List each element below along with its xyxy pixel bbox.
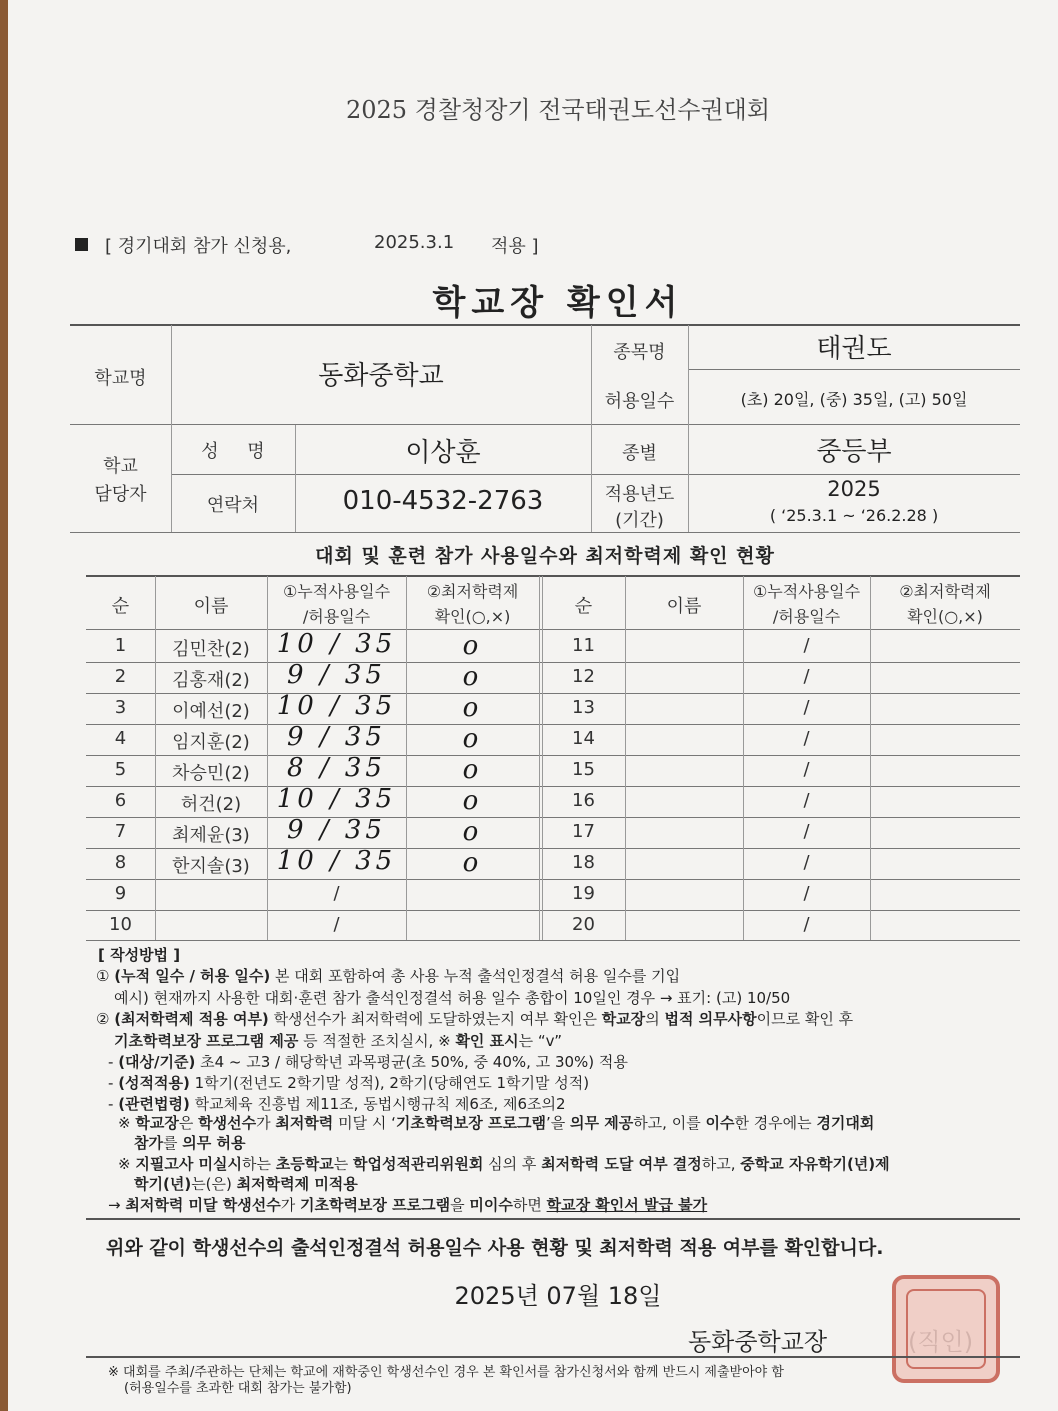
row-number: 1 [114,635,127,656]
note-principal: ※ 학교장은 학생선수가 최저학력 미달 시 ‘기초학력보장 프로그램’을 의무 제공하고, 이를 이수한 경우에는 경기대회 [118,1114,875,1132]
days-used: / [803,728,810,749]
contact-label: 학교 [103,456,138,477]
event-title: 2025 경찰청장기 전국태권도선수권대회 [345,96,771,124]
row-number: 4 [114,728,127,749]
note-exam-2: 학기(년)는(은) 최저학력제 미적용 [134,1175,358,1193]
min-grade-check: o [462,848,483,878]
row-number: 20 [572,914,595,935]
note-target: - (대상/기준) 초4 ~ 고3 / 해당학년 과목평균(초 50%, 중 40%, 고 30%) 적용 [108,1053,628,1071]
header-min-2: 확인(○,×) [434,607,511,626]
rule [70,424,1020,425]
days-used: / [803,635,810,656]
header-no: 순 [111,596,130,617]
rule [86,848,1020,849]
rule [86,940,1020,941]
issue-date: 2025년 07월 18일 [454,1282,662,1310]
rule [70,532,1020,533]
row-number: 17 [572,821,595,842]
rule [86,1356,1020,1358]
days-used: 9 / 35 [287,815,386,845]
rule [688,369,1020,370]
subtitle-date: 2025.3.1 [374,232,455,253]
header-days-right: ①누적사용일수 [752,582,861,601]
row-number: 6 [114,790,127,811]
row-number: 10 [109,914,132,935]
contact-label-2: 담당자 [94,484,147,505]
header-days: ①누적사용일수 [282,582,391,601]
allowed-days-value: (초) 20일, (중) 35일, (고) 50일 [740,390,968,409]
rule [86,879,1020,880]
days-used: / [803,914,810,935]
days-used: / [803,821,810,842]
row-number: 13 [572,697,595,718]
days-used: / [803,666,810,687]
rule [86,786,1020,787]
rule [86,724,1020,725]
days-used: / [803,883,810,904]
row-number: 3 [114,697,127,718]
footnote: ※ 대회를 주최/주관하는 단체는 학교에 재학중인 학생선수인 경우 본 확인서를 참가신청서와 함께 반드시 제출받아야 함 [108,1365,784,1380]
note-2: ② (최저학력제 적용 여부) 학생선수가 최저학력에 도달하였는지 여부 확인은 학교장의 법적 의무사항이므로 확인 후 [96,1010,854,1028]
days-used: / [803,852,810,873]
phone-label: 연락처 [206,495,260,516]
sport-label: 종목명 [613,342,666,363]
student-name: 허건(2) [180,794,242,815]
rule [86,662,1020,663]
row-number: 18 [572,852,595,873]
min-grade-check: o [462,755,483,785]
principal-name: 동화중학교장 [688,1328,828,1356]
min-grade-check: o [462,662,483,692]
header-min-right-2: 확인(○,×) [907,607,983,626]
rule [155,576,156,940]
row-number: 5 [114,759,127,780]
rule [86,755,1020,756]
min-grade-check: o [462,724,483,754]
notes-heading: [ 작성방법 ] [98,946,181,964]
official-seal-icon [892,1275,1000,1383]
contact-name: 이상훈 [405,438,481,468]
row-number: 19 [572,883,595,904]
header-name: 이름 [193,596,229,617]
row-number: 16 [572,790,595,811]
year-value: 2025 [827,477,881,501]
days-used: 9 / 35 [287,660,386,690]
header-days-2: /허용일수 [302,607,371,626]
days-used: 10 / 35 [276,691,397,721]
student-name: 차승민(2) [172,763,250,784]
min-grade-check: o [462,693,483,723]
student-name: 임지훈(2) [172,732,250,753]
student-name: 최제윤(3) [172,825,250,846]
header-no-right: 순 [574,596,593,617]
note-law: - (관련법령) 학교체육 진흥법 제11조, 동법시행규칙 제6조, 제6조의2 [108,1095,566,1113]
days-used: 10 / 35 [276,846,397,876]
student-name: 김민찬(2) [172,639,250,660]
student-name: 한지솔(3) [172,856,250,877]
days-used: / [803,697,810,718]
rule [870,576,871,940]
note-1-example: 예시) 현재까지 사용한 대회·훈련 참가 출석인정결석 허용 일수 총합이 10일인 경우 → 표기: (고) 10/50 [114,989,791,1007]
rule [70,324,1020,326]
min-grade-check: o [462,786,483,816]
rule [625,576,626,940]
year-label: 적용년도 [604,484,675,505]
note-principal-2: 참가를 의무 허용 [134,1134,246,1152]
name-label: 성 명 [201,441,265,462]
row-number: 14 [572,728,595,749]
school-label: 학교명 [94,368,147,389]
days-used: / [803,790,810,811]
note-grades: - (성적적용) 1학기(전년도 2학기말 성적), 2학기(당해연도 1학기말 성적) [108,1074,590,1092]
min-grade-check: o [462,631,483,661]
note-exam: ※ 지필고사 미실시하는 초등학교는 학업성적관리위원회 심의 후 최저학력 도달 여부 결정하고, 중학교 자유학기(년)제 [118,1155,890,1173]
rule [86,910,1020,911]
rule [171,474,1020,475]
header-days-right-2: /허용일수 [772,607,841,626]
header-name-right: 이름 [666,596,702,617]
row-number: 12 [572,666,595,687]
days-used: 10 / 35 [276,784,397,814]
note-2-line-2: 기초학력보장 프로그램 제공 등 적절한 조치실시, ※ 확인 표시는 “v” [114,1032,563,1050]
days-used: 10 / 35 [276,629,397,659]
year-label-2: (기간) [615,510,664,531]
row-number: 11 [572,635,595,656]
rule [86,575,1020,577]
min-grade-check: o [462,817,483,847]
days-used: / [333,914,340,935]
note-result: → 최저학력 미달 학생선수가 기초학력보장 프로그램을 미이수하면 학교장 확인서 발급 불가 [108,1196,708,1214]
year-period: ( ‘25.3.1 ~ ‘26.2.28 ) [769,506,939,525]
row-number: 7 [114,821,127,842]
row-number: 2 [114,666,127,687]
subtitle-bracket: [ 경기대회 참가 신청용, [105,236,292,257]
row-number: 15 [572,759,595,780]
rule [86,817,1020,818]
rule [86,693,1020,694]
days-used: 8 / 35 [287,753,386,783]
header-min: ②최저학력제 [426,582,519,601]
phone-value: 010-4532-2763 [342,486,544,516]
days-used: 9 / 35 [287,722,386,752]
sport-value: 태권도 [816,334,892,364]
rule [539,576,540,940]
document-page [8,0,1058,1411]
row-number: 8 [114,852,127,873]
days-used: / [333,883,340,904]
rule [86,629,1020,630]
subtitle-suffix: 적용 ] [491,236,539,257]
document-title: 학교장 확인서 [432,283,684,323]
status-title: 대회 및 훈련 참가 사용일수와 최저학력제 확인 현황 [315,545,775,567]
allowed-days-label: 허용일수 [604,391,675,412]
school-name: 동화중학교 [318,361,444,391]
confirm-statement: 위와 같이 학생선수의 출석인정결석 허용일수 사용 현황 및 최저학력 적용 여부를 확인합니다. [106,1237,884,1259]
student-name: 김홍재(2) [172,670,250,691]
footnote-2: (허용일수를 초과한 대회 참가는 불가함) [124,1381,352,1396]
row-number: 9 [114,883,127,904]
division-value: 중등부 [816,437,892,467]
bullet-square-icon [75,238,88,251]
note-1: ① (누적 일수 / 허용 일수) 본 대회 포함하여 총 사용 누적 출석인정결석 허용 일수를 기입 [96,967,681,985]
days-used: / [803,759,810,780]
student-name: 이예선(2) [172,701,250,722]
header-min-right: ②최저학력제 [899,582,991,601]
rule [86,1218,1020,1220]
division-label: 종별 [622,443,657,464]
